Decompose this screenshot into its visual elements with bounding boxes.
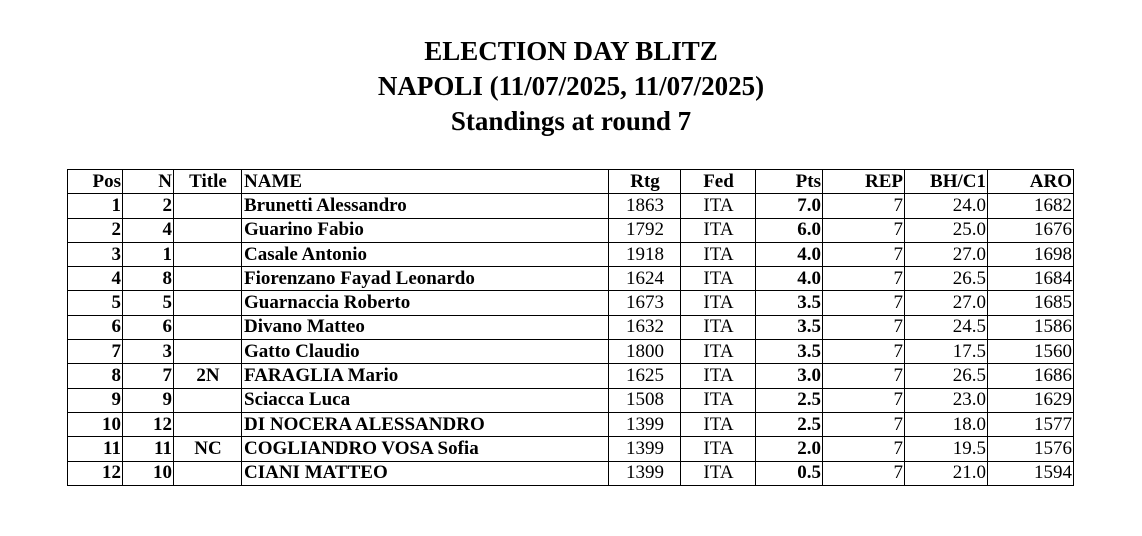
cell-rtg: 1632	[609, 315, 681, 339]
cell-rtg: 1508	[609, 388, 681, 412]
table-row	[68, 388, 1074, 412]
table-row	[68, 218, 1074, 242]
cell-n: 7	[123, 364, 174, 388]
cell-pos: 3	[68, 242, 123, 266]
cell-pts: 7.0	[756, 194, 823, 218]
cell-pts: 2.5	[756, 412, 823, 436]
cell-fed: ITA	[681, 437, 756, 461]
cell-pts: 3.5	[756, 315, 823, 339]
col-header-name: NAME	[242, 170, 609, 194]
cell-bh-c1: 24.5	[905, 315, 988, 339]
cell-pos: 10	[68, 412, 123, 436]
cell-title	[174, 388, 242, 412]
cell-pts: 4.0	[756, 267, 823, 291]
cell-aro: 1576	[988, 437, 1074, 461]
cell-title	[174, 412, 242, 436]
cell-pts: 4.0	[756, 242, 823, 266]
report-header	[0, 34, 1142, 139]
cell-n: 12	[123, 412, 174, 436]
table-row	[68, 412, 1074, 436]
cell-n: 1	[123, 242, 174, 266]
cell-aro: 1684	[988, 267, 1074, 291]
cell-pts: 6.0	[756, 218, 823, 242]
cell-fed: ITA	[681, 340, 756, 364]
cell-fed: ITA	[681, 242, 756, 266]
cell-pos: 8	[68, 364, 123, 388]
cell-rep: 7	[823, 194, 905, 218]
cell-pos: 6	[68, 315, 123, 339]
cell-n: 4	[123, 218, 174, 242]
cell-pos: 4	[68, 267, 123, 291]
table-row	[68, 437, 1074, 461]
table-row	[68, 194, 1074, 218]
cell-bh-c1: 26.5	[905, 364, 988, 388]
cell-n: 5	[123, 291, 174, 315]
cell-rep: 7	[823, 315, 905, 339]
cell-name: Gatto Claudio	[242, 340, 609, 364]
cell-title: NC	[174, 437, 242, 461]
cell-rtg: 1624	[609, 267, 681, 291]
tournament-location-dates: NAPOLI (11/07/2025, 11/07/2025)	[377, 71, 765, 101]
cell-aro: 1686	[988, 364, 1074, 388]
cell-pos: 2	[68, 218, 123, 242]
cell-name: Guarino Fabio	[242, 218, 609, 242]
cell-pos: 11	[68, 437, 123, 461]
cell-aro: 1682	[988, 194, 1074, 218]
cell-n: 9	[123, 388, 174, 412]
cell-bh-c1: 19.5	[905, 437, 988, 461]
cell-n: 10	[123, 461, 174, 485]
table-row	[68, 461, 1074, 485]
col-header-title: Title	[174, 170, 242, 194]
cell-rep: 7	[823, 242, 905, 266]
cell-fed: ITA	[681, 218, 756, 242]
cell-aro: 1577	[988, 412, 1074, 436]
cell-rep: 7	[823, 388, 905, 412]
standings-table	[67, 169, 1074, 486]
cell-bh-c1: 23.0	[905, 388, 988, 412]
cell-name: Brunetti Alessandro	[242, 194, 609, 218]
cell-pos: 7	[68, 340, 123, 364]
cell-title	[174, 340, 242, 364]
cell-bh-c1: 21.0	[905, 461, 988, 485]
cell-rtg: 1399	[609, 437, 681, 461]
cell-fed: ITA	[681, 364, 756, 388]
cell-rep: 7	[823, 364, 905, 388]
cell-rtg: 1399	[609, 412, 681, 436]
cell-name: Casale Antonio	[242, 242, 609, 266]
cell-pos: 5	[68, 291, 123, 315]
cell-pts: 2.0	[756, 437, 823, 461]
table-header-row	[68, 170, 1074, 194]
cell-bh-c1: 27.0	[905, 242, 988, 266]
col-header-rtg: Rtg	[609, 170, 681, 194]
col-header-pts: Pts	[756, 170, 823, 194]
cell-pos: 9	[68, 388, 123, 412]
cell-bh-c1: 18.0	[905, 412, 988, 436]
cell-rtg: 1792	[609, 218, 681, 242]
cell-rtg: 1399	[609, 461, 681, 485]
cell-name: Sciacca Luca	[242, 388, 609, 412]
tournament-title: ELECTION DAY BLITZ	[424, 36, 718, 66]
cell-aro: 1594	[988, 461, 1074, 485]
table-row	[68, 315, 1074, 339]
cell-bh-c1: 27.0	[905, 291, 988, 315]
col-header-n: N	[123, 170, 174, 194]
cell-bh-c1: 24.0	[905, 194, 988, 218]
cell-name: CIANI MATTEO	[242, 461, 609, 485]
cell-bh-c1: 26.5	[905, 267, 988, 291]
col-header-aro: ARO	[988, 170, 1074, 194]
cell-name: COGLIANDRO VOSA Sofia	[242, 437, 609, 461]
col-header-fed: Fed	[681, 170, 756, 194]
cell-rtg: 1800	[609, 340, 681, 364]
cell-fed: ITA	[681, 412, 756, 436]
cell-fed: ITA	[681, 267, 756, 291]
cell-aro: 1629	[988, 388, 1074, 412]
table-row	[68, 242, 1074, 266]
cell-fed: ITA	[681, 194, 756, 218]
cell-pts: 3.0	[756, 364, 823, 388]
cell-title	[174, 461, 242, 485]
cell-pts: 3.5	[756, 291, 823, 315]
cell-aro: 1685	[988, 291, 1074, 315]
cell-rtg: 1673	[609, 291, 681, 315]
cell-rep: 7	[823, 267, 905, 291]
cell-name: FARAGLIA Mario	[242, 364, 609, 388]
cell-aro: 1676	[988, 218, 1074, 242]
cell-n: 6	[123, 315, 174, 339]
table-row	[68, 340, 1074, 364]
cell-fed: ITA	[681, 388, 756, 412]
cell-rep: 7	[823, 291, 905, 315]
cell-aro: 1560	[988, 340, 1074, 364]
cell-rep: 7	[823, 340, 905, 364]
cell-title	[174, 242, 242, 266]
cell-name: Divano Matteo	[242, 315, 609, 339]
cell-n: 3	[123, 340, 174, 364]
cell-rep: 7	[823, 461, 905, 485]
cell-fed: ITA	[681, 315, 756, 339]
cell-fed: ITA	[681, 461, 756, 485]
cell-name: Fiorenzano Fayad Leonardo	[242, 267, 609, 291]
cell-pts: 3.5	[756, 340, 823, 364]
cell-rep: 7	[823, 218, 905, 242]
cell-aro: 1586	[988, 315, 1074, 339]
cell-title	[174, 291, 242, 315]
col-header-bh-c1: BH/C1	[905, 170, 988, 194]
cell-rep: 7	[823, 412, 905, 436]
cell-aro: 1698	[988, 242, 1074, 266]
cell-title: 2N	[174, 364, 242, 388]
cell-rtg: 1918	[609, 242, 681, 266]
col-header-rep: REP	[823, 170, 905, 194]
cell-title	[174, 315, 242, 339]
cell-title	[174, 194, 242, 218]
table-row	[68, 291, 1074, 315]
standings-subtitle: Standings at round 7	[450, 106, 692, 136]
cell-name: DI NOCERA ALESSANDRO	[242, 412, 609, 436]
cell-rtg: 1625	[609, 364, 681, 388]
cell-pos: 12	[68, 461, 123, 485]
cell-fed: ITA	[681, 291, 756, 315]
table-row	[68, 364, 1074, 388]
cell-rtg: 1863	[609, 194, 681, 218]
cell-title	[174, 267, 242, 291]
table-row	[68, 267, 1074, 291]
cell-name: Guarnaccia Roberto	[242, 291, 609, 315]
col-header-pos: Pos	[68, 170, 123, 194]
cell-n: 8	[123, 267, 174, 291]
cell-rep: 7	[823, 437, 905, 461]
cell-pts: 0.5	[756, 461, 823, 485]
cell-bh-c1: 25.0	[905, 218, 988, 242]
cell-n: 2	[123, 194, 174, 218]
cell-pts: 2.5	[756, 388, 823, 412]
cell-pos: 1	[68, 194, 123, 218]
cell-n: 11	[123, 437, 174, 461]
cell-bh-c1: 17.5	[905, 340, 988, 364]
cell-title	[174, 218, 242, 242]
